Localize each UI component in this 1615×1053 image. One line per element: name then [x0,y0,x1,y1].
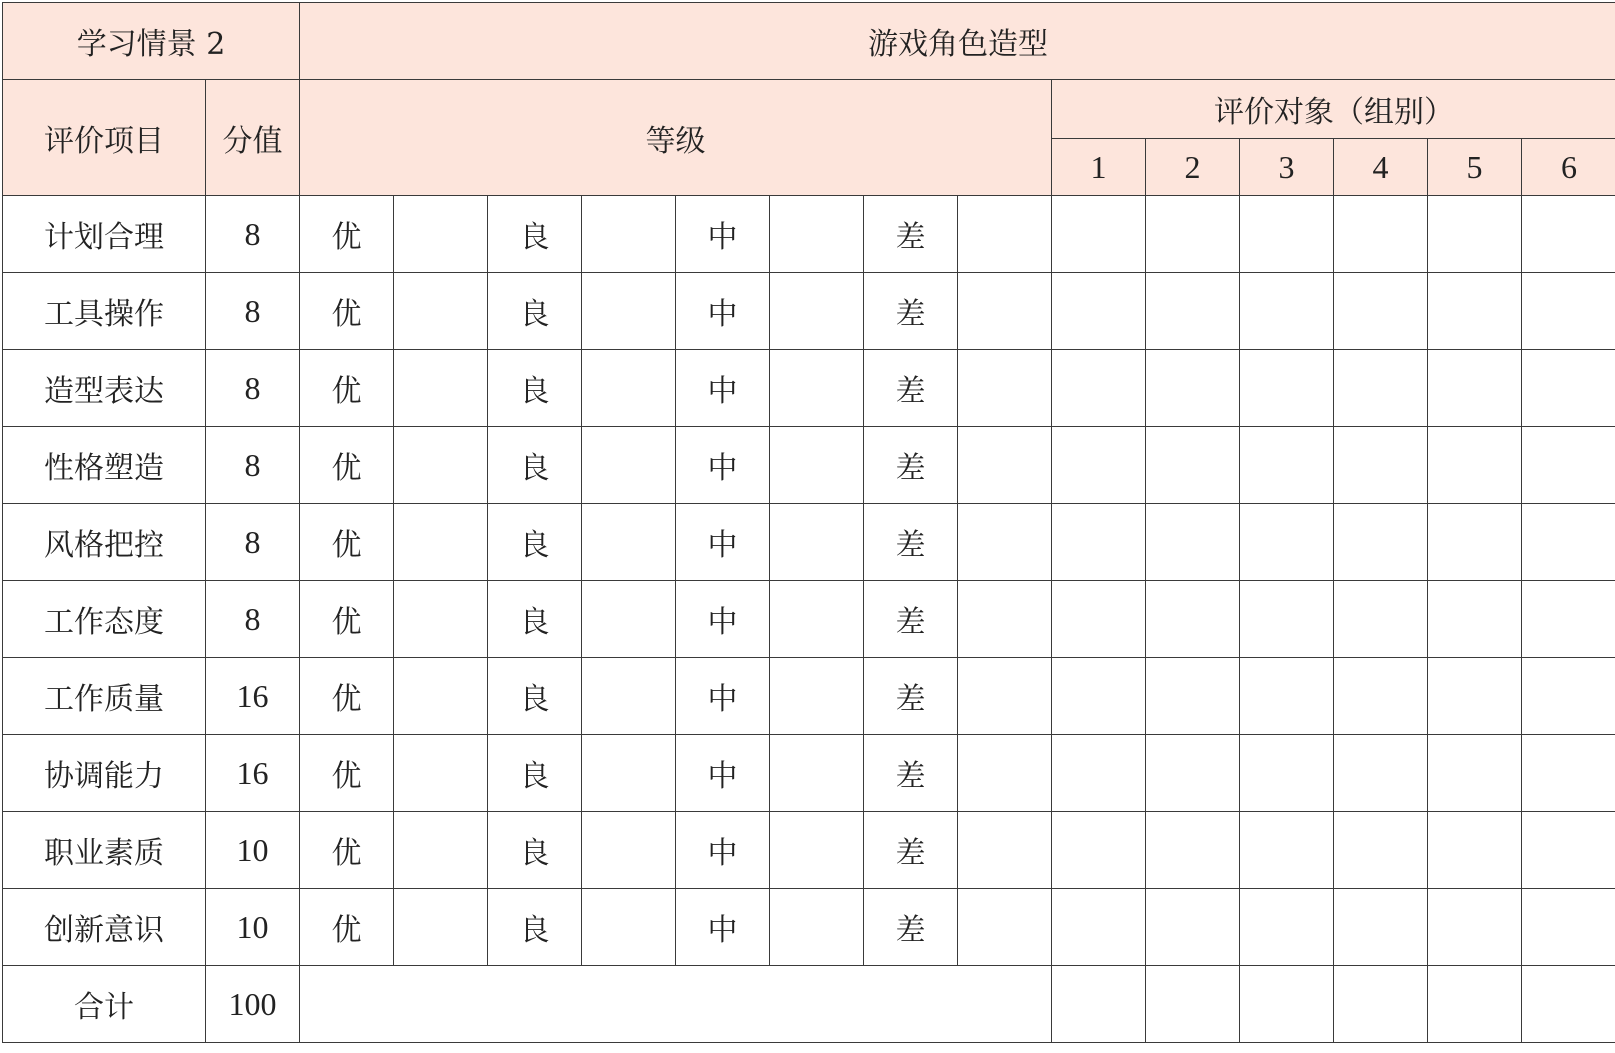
group-score-cell[interactable] [1334,350,1428,427]
grade-score-cell[interactable] [394,504,488,581]
grade-score-cell[interactable] [394,735,488,812]
group-score-cell[interactable] [1428,658,1522,735]
grade-label: 中 [676,350,770,427]
grade-label: 差 [864,889,958,966]
grade-label: 优 [300,889,394,966]
group-score-cell[interactable] [1428,427,1522,504]
criterion-score: 16 [206,658,300,735]
grade-label: 中 [676,581,770,658]
grade-label: 差 [864,581,958,658]
group-header: 3 [1240,139,1334,196]
group-score-cell[interactable] [1146,581,1240,658]
criterion-score: 10 [206,889,300,966]
grade-label: 中 [676,889,770,966]
grade-score-cell[interactable] [958,273,1052,350]
grade-label: 差 [864,658,958,735]
group-score-cell[interactable] [1052,196,1146,273]
group-header: 1 [1052,139,1146,196]
group-score-cell[interactable] [1052,889,1146,966]
grade-label: 优 [300,735,394,812]
group-score-cell[interactable] [1334,812,1428,889]
grade-score-cell[interactable] [394,581,488,658]
grade-score-cell[interactable] [958,504,1052,581]
table-row [3,889,1615,966]
grade-label: 良 [488,735,582,812]
group-score-cell[interactable] [1240,658,1334,735]
grade-label: 优 [300,581,394,658]
criterion-score: 8 [206,273,300,350]
table-row [3,196,1615,273]
group-score-cell[interactable] [1522,196,1615,273]
grade-score-cell[interactable] [582,504,676,581]
grade-score-cell[interactable] [770,504,864,581]
total-row [3,966,1615,1043]
grade-label: 优 [300,812,394,889]
grade-header: 等级 [300,80,1052,196]
grade-score-cell[interactable] [394,658,488,735]
group-header: 6 [1522,139,1615,196]
group-score-cell[interactable] [1428,350,1522,427]
group-score-cell[interactable] [1146,273,1240,350]
grade-label: 差 [864,735,958,812]
grade-score-cell[interactable] [958,350,1052,427]
grade-label: 中 [676,427,770,504]
criterion-score: 16 [206,735,300,812]
grade-label: 中 [676,196,770,273]
group-score-cell[interactable] [1240,196,1334,273]
grade-label: 优 [300,350,394,427]
total-score: 100 [206,966,300,1043]
group-score-cell[interactable] [1146,812,1240,889]
group-score-cell[interactable] [1334,196,1428,273]
group-score-cell[interactable] [1052,658,1146,735]
group-header: 4 [1334,139,1428,196]
grade-score-cell[interactable] [582,196,676,273]
grade-score-cell[interactable] [582,889,676,966]
group-score-cell[interactable] [1146,889,1240,966]
group-score-cell[interactable] [1334,658,1428,735]
group-score-cell[interactable] [1428,735,1522,812]
criterion-name: 工具操作 [3,273,206,350]
grade-score-cell[interactable] [770,273,864,350]
table-row [3,735,1615,812]
grade-score-cell[interactable] [770,735,864,812]
group-total-cell[interactable] [1240,966,1334,1043]
item-header: 评价项目 [3,80,206,196]
group-score-cell[interactable] [1240,581,1334,658]
group-total-cell[interactable] [1146,966,1240,1043]
criterion-score: 8 [206,581,300,658]
grade-score-cell[interactable] [394,812,488,889]
grade-score-cell[interactable] [770,889,864,966]
group-total-cell[interactable] [1522,966,1615,1043]
group-score-cell[interactable] [1146,196,1240,273]
criterion-name: 风格把控 [3,504,206,581]
group-total-cell[interactable] [1428,966,1522,1043]
grade-score-cell[interactable] [582,427,676,504]
grade-score-cell[interactable] [394,889,488,966]
group-score-cell[interactable] [1334,581,1428,658]
group-score-cell[interactable] [1240,812,1334,889]
objects-header: 评价对象（组别） [1052,80,1615,139]
grade-score-cell[interactable] [958,427,1052,504]
grade-label: 良 [488,504,582,581]
grade-label: 优 [300,273,394,350]
table-row [3,504,1615,581]
grade-score-cell[interactable] [958,889,1052,966]
group-score-cell[interactable] [1428,812,1522,889]
grade-label: 中 [676,658,770,735]
grade-score-cell[interactable] [582,350,676,427]
criterion-score: 8 [206,504,300,581]
group-score-cell[interactable] [1522,889,1615,966]
grade-label: 差 [864,504,958,581]
grade-label: 良 [488,581,582,658]
header-row [3,80,1615,139]
criterion-name: 创新意识 [3,889,206,966]
group-score-cell[interactable] [1146,350,1240,427]
group-header: 2 [1146,139,1240,196]
grade-score-cell[interactable] [770,427,864,504]
criterion-name: 工作质量 [3,658,206,735]
group-score-cell[interactable] [1240,735,1334,812]
group-score-cell[interactable] [1240,889,1334,966]
grade-score-cell[interactable] [394,350,488,427]
grade-score-cell[interactable] [582,658,676,735]
group-score-cell[interactable] [1522,581,1615,658]
total-grade-cell[interactable] [300,966,1052,1043]
grade-score-cell[interactable] [958,735,1052,812]
grade-label: 差 [864,812,958,889]
table-row [3,350,1615,427]
criterion-name: 计划合理 [3,196,206,273]
group-score-cell[interactable] [1522,658,1615,735]
group-score-cell[interactable] [1052,273,1146,350]
grade-score-cell[interactable] [582,581,676,658]
grade-score-cell[interactable] [770,581,864,658]
grade-label: 优 [300,504,394,581]
group-score-cell[interactable] [1146,427,1240,504]
score-header: 分值 [206,80,300,196]
group-score-cell[interactable] [1522,273,1615,350]
group-score-cell[interactable] [1428,196,1522,273]
grade-label: 良 [488,812,582,889]
grade-label: 优 [300,196,394,273]
group-score-cell[interactable] [1522,350,1615,427]
grade-score-cell[interactable] [770,812,864,889]
criterion-score: 8 [206,350,300,427]
grade-label: 优 [300,658,394,735]
grade-score-cell[interactable] [394,196,488,273]
grade-label: 差 [864,196,958,273]
table-row [3,427,1615,504]
group-score-cell[interactable] [1428,889,1522,966]
group-score-cell[interactable] [1522,812,1615,889]
grade-score-cell[interactable] [582,273,676,350]
grade-score-cell[interactable] [770,658,864,735]
grade-label: 中 [676,273,770,350]
grade-score-cell[interactable] [770,196,864,273]
criterion-name: 协调能力 [3,735,206,812]
grade-score-cell[interactable] [958,196,1052,273]
grade-label: 中 [676,735,770,812]
table-row [3,812,1615,889]
group-score-cell[interactable] [1522,735,1615,812]
group-score-cell[interactable] [1052,350,1146,427]
criterion-name: 职业素质 [3,812,206,889]
evaluation-table [2,2,1615,1043]
group-header: 5 [1428,139,1522,196]
grade-score-cell[interactable] [394,273,488,350]
group-score-cell[interactable] [1240,350,1334,427]
grade-label: 中 [676,812,770,889]
group-score-cell[interactable] [1240,273,1334,350]
group-score-cell[interactable] [1052,581,1146,658]
group-score-cell[interactable] [1522,427,1615,504]
group-score-cell[interactable] [1052,427,1146,504]
group-score-cell[interactable] [1240,427,1334,504]
grade-score-cell[interactable] [394,427,488,504]
criterion-score: 8 [206,196,300,273]
grade-label: 良 [488,273,582,350]
group-score-cell[interactable] [1052,504,1146,581]
table-row [3,658,1615,735]
group-score-cell[interactable] [1334,735,1428,812]
title-row [3,3,1615,80]
table-row [3,273,1615,350]
grade-label: 良 [488,196,582,273]
group-score-cell[interactable] [1334,889,1428,966]
criterion-name: 工作态度 [3,581,206,658]
scenario-title: 游戏角色造型 [300,3,1615,80]
group-score-cell[interactable] [1334,273,1428,350]
grade-score-cell[interactable] [958,658,1052,735]
group-score-cell[interactable] [1428,504,1522,581]
criterion-score: 10 [206,812,300,889]
grade-label: 差 [864,427,958,504]
group-score-cell[interactable] [1334,504,1428,581]
grade-score-cell[interactable] [582,735,676,812]
grade-score-cell[interactable] [958,581,1052,658]
grade-label: 良 [488,350,582,427]
grade-score-cell[interactable] [770,350,864,427]
grade-label: 中 [676,504,770,581]
grade-label: 良 [488,658,582,735]
group-score-cell[interactable] [1146,504,1240,581]
grade-score-cell[interactable] [582,812,676,889]
grade-score-cell[interactable] [958,812,1052,889]
grade-label: 良 [488,427,582,504]
group-score-cell[interactable] [1146,658,1240,735]
group-score-cell[interactable] [1334,427,1428,504]
group-total-cell[interactable] [1334,966,1428,1043]
scenario-label: 学习情景 2 [3,3,300,80]
group-score-cell[interactable] [1146,735,1240,812]
grade-label: 差 [864,350,958,427]
grade-label: 优 [300,427,394,504]
group-score-cell[interactable] [1052,735,1146,812]
group-score-cell[interactable] [1240,504,1334,581]
group-score-cell[interactable] [1428,581,1522,658]
group-score-cell[interactable] [1428,273,1522,350]
group-total-cell[interactable] [1052,966,1146,1043]
group-score-cell[interactable] [1052,812,1146,889]
grade-label: 良 [488,889,582,966]
total-label: 合计 [3,966,206,1043]
grade-label: 差 [864,273,958,350]
criterion-name: 性格塑造 [3,427,206,504]
table-row [3,581,1615,658]
criterion-name: 造型表达 [3,350,206,427]
criterion-score: 8 [206,427,300,504]
group-score-cell[interactable] [1522,504,1615,581]
